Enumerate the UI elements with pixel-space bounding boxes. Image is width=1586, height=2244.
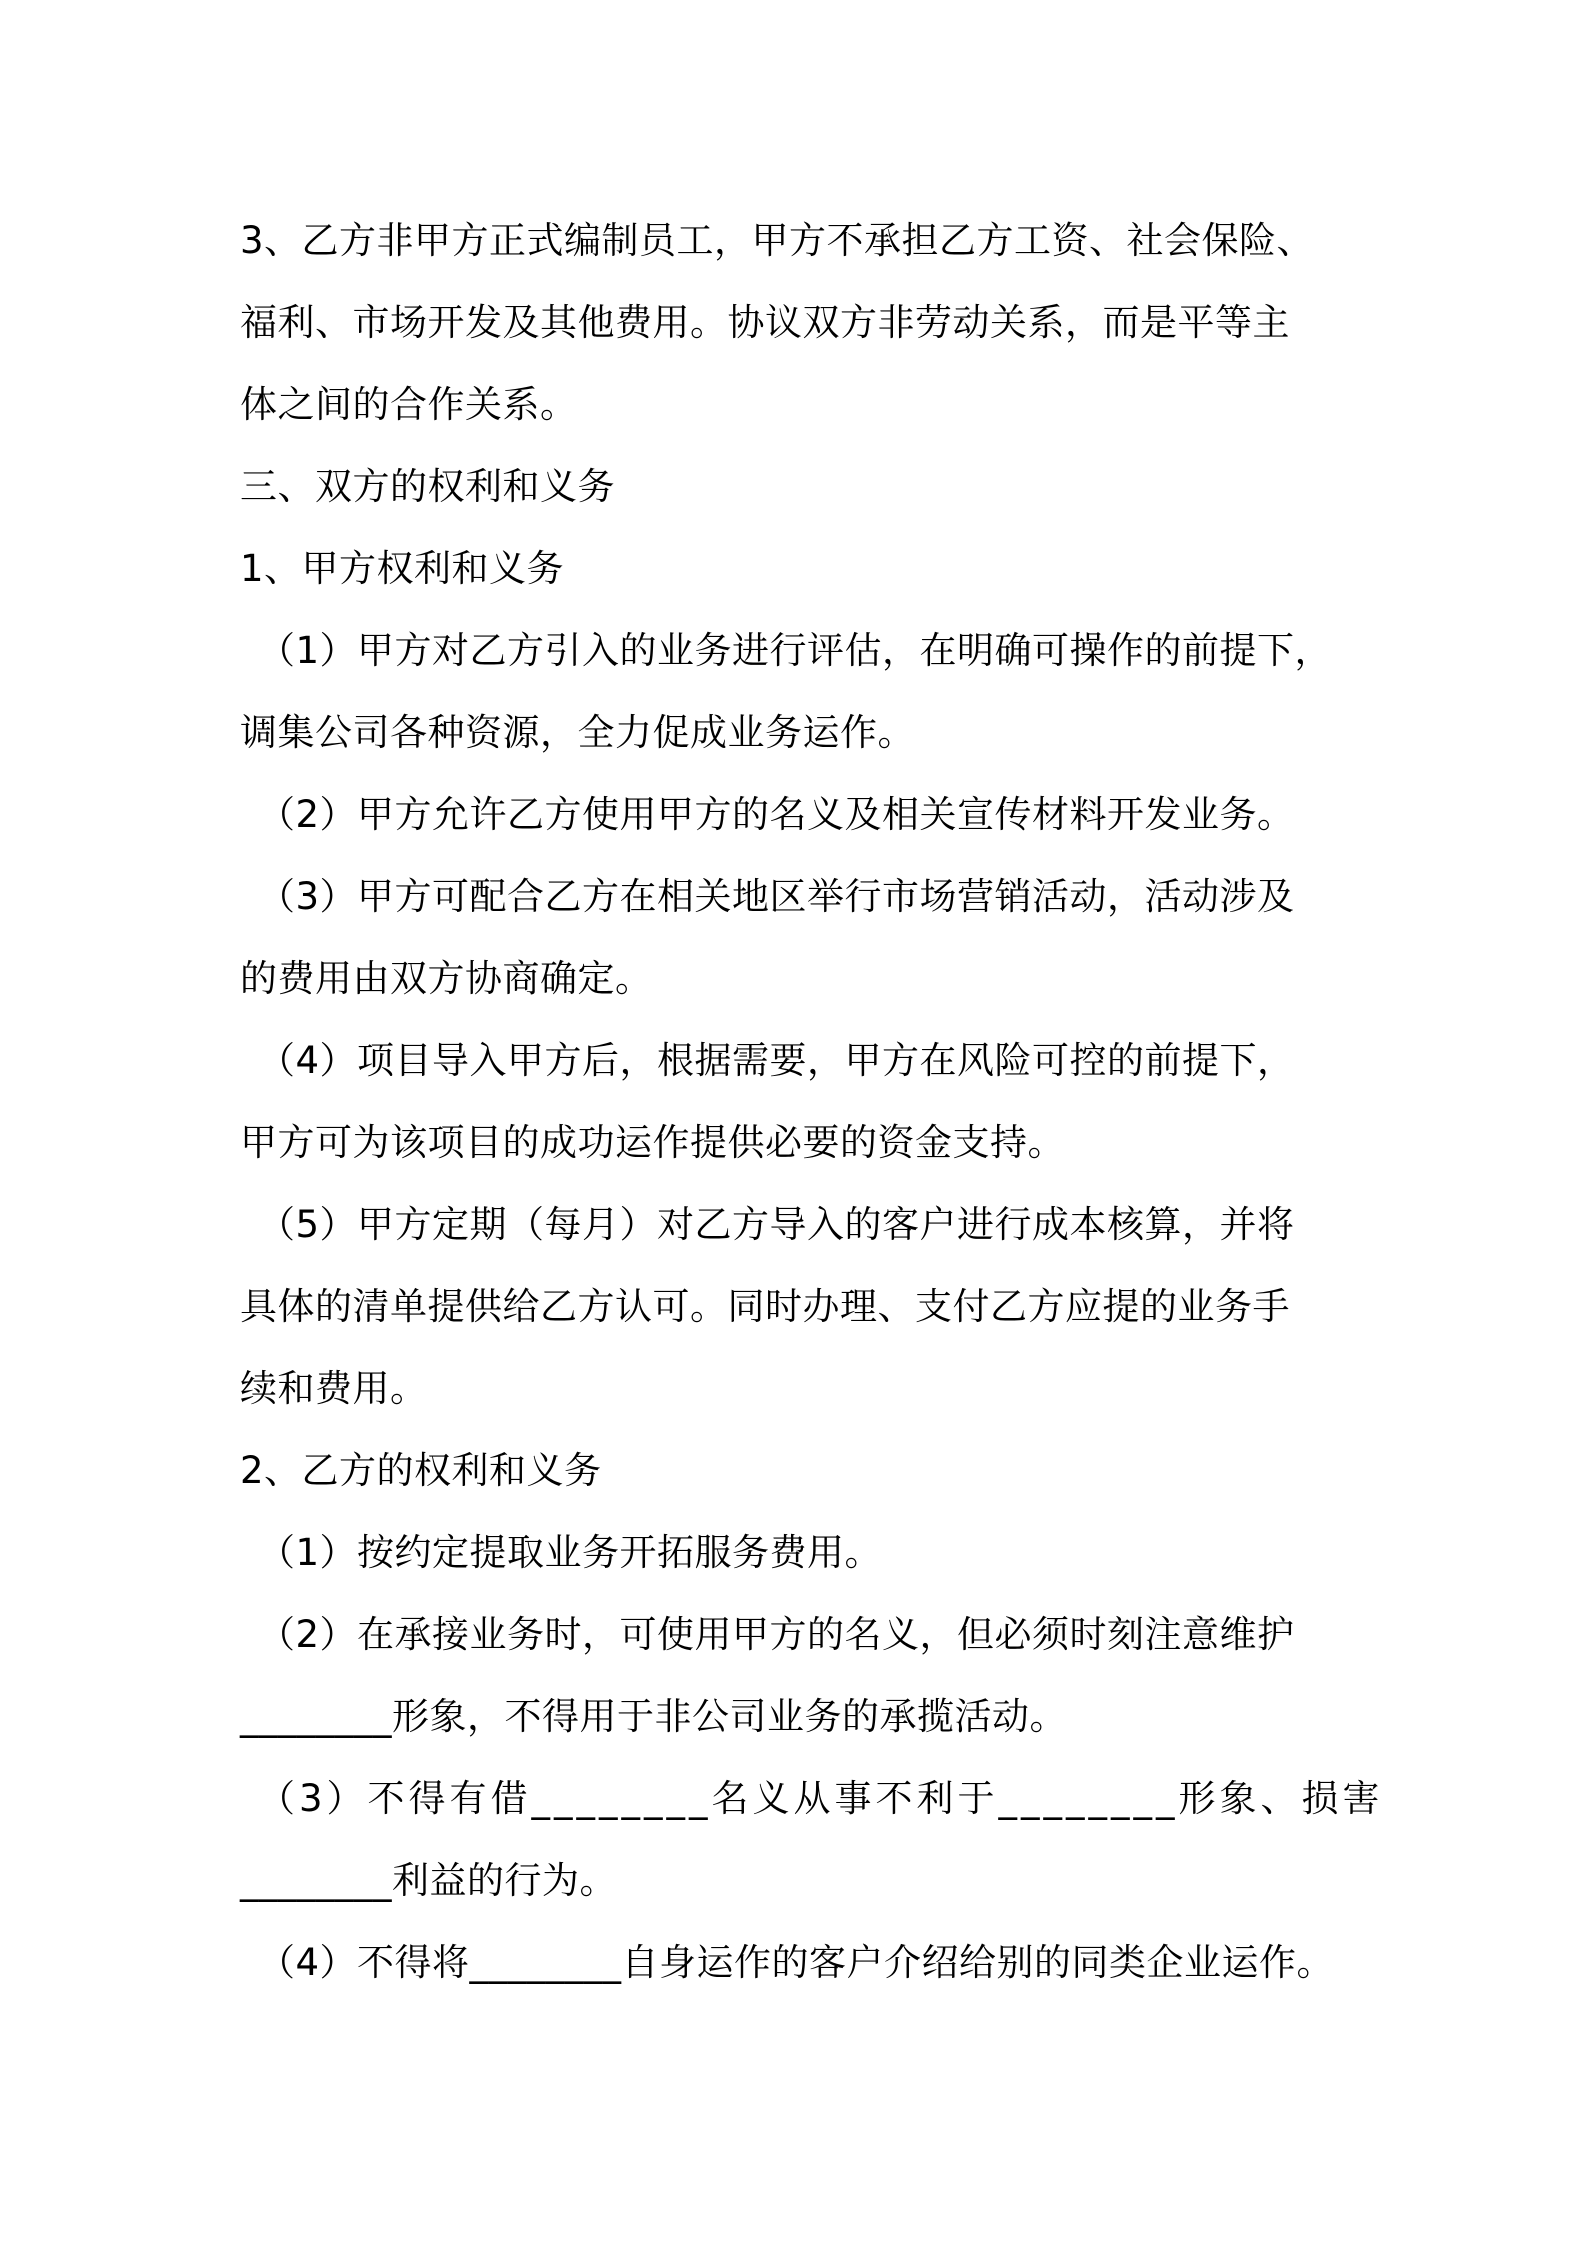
clause-3-line-1: 3、乙方非甲方正式编制员工，甲方不承担乙方工资、社会保险、 [240, 219, 1315, 262]
party-a-item-5-line-1: （5）甲方定期（每月）对乙方导入的客户进行成本核算，并将 [258, 1203, 1295, 1246]
clause-3-line-2: 福利、市场开发及其他费用。协议双方非劳动关系，而是平等主 [240, 301, 1290, 344]
party-a-item-1-line-2: 调集公司各种资源，全力促成业务运作。 [240, 711, 915, 754]
party-a-item-1-line-1: （1）甲方对乙方引入的业务进行评估，在明确可操作的前提下， [258, 629, 1333, 672]
section-heading-rights-obligations: 三、双方的权利和义务 [240, 465, 615, 508]
party-a-item-5-line-3: 续和费用。 [240, 1367, 428, 1410]
party-b-item-1: （1）按约定提取业务开拓服务费用。 [258, 1531, 883, 1574]
party-a-item-5-line-2: 具体的清单提供给乙方认可。同时办理、支付乙方应提的业务手 [240, 1285, 1290, 1328]
party-a-item-3-line-1: （3）甲方可配合乙方在相关地区举行市场营销活动，活动涉及 [258, 875, 1295, 918]
document-body [240, 200, 1384, 2004]
party-a-item-3-line-2: 的费用由双方协商确定。 [240, 957, 653, 1000]
party-b-item-2-line-2: ________形象，不得用于非公司业务的承揽活动。 [240, 1695, 1067, 1738]
party-a-item-4-line-1: （4）项目导入甲方后，根据需要，甲方在风险可控的前提下， [258, 1039, 1295, 1082]
clause-3-line-3: 体之间的合作关系。 [240, 383, 578, 426]
party-b-item-3-line-2: ________利益的行为。 [240, 1859, 617, 1902]
subsection-heading-party-a: 1、甲方权利和义务 [240, 547, 565, 590]
party-b-item-4: （4）不得将________自身运作的客户介绍给别的同类企业运作。 [258, 1941, 1335, 1984]
party-a-item-4-line-2: 甲方可为该项目的成功运作提供必要的资金支持。 [240, 1121, 1065, 1164]
party-b-item-3-line-1: （3）不得有借________名义从事不利于________形象、损害 [258, 1777, 1384, 1820]
party-a-item-2: （2）甲方允许乙方使用甲方的名义及相关宣传材料开发业务。 [258, 793, 1295, 836]
party-b-item-2-line-1: （2）在承接业务时，可使用甲方的名义，但必须时刻注意维护 [258, 1613, 1295, 1656]
subsection-heading-party-b: 2、乙方的权利和义务 [240, 1449, 602, 1492]
